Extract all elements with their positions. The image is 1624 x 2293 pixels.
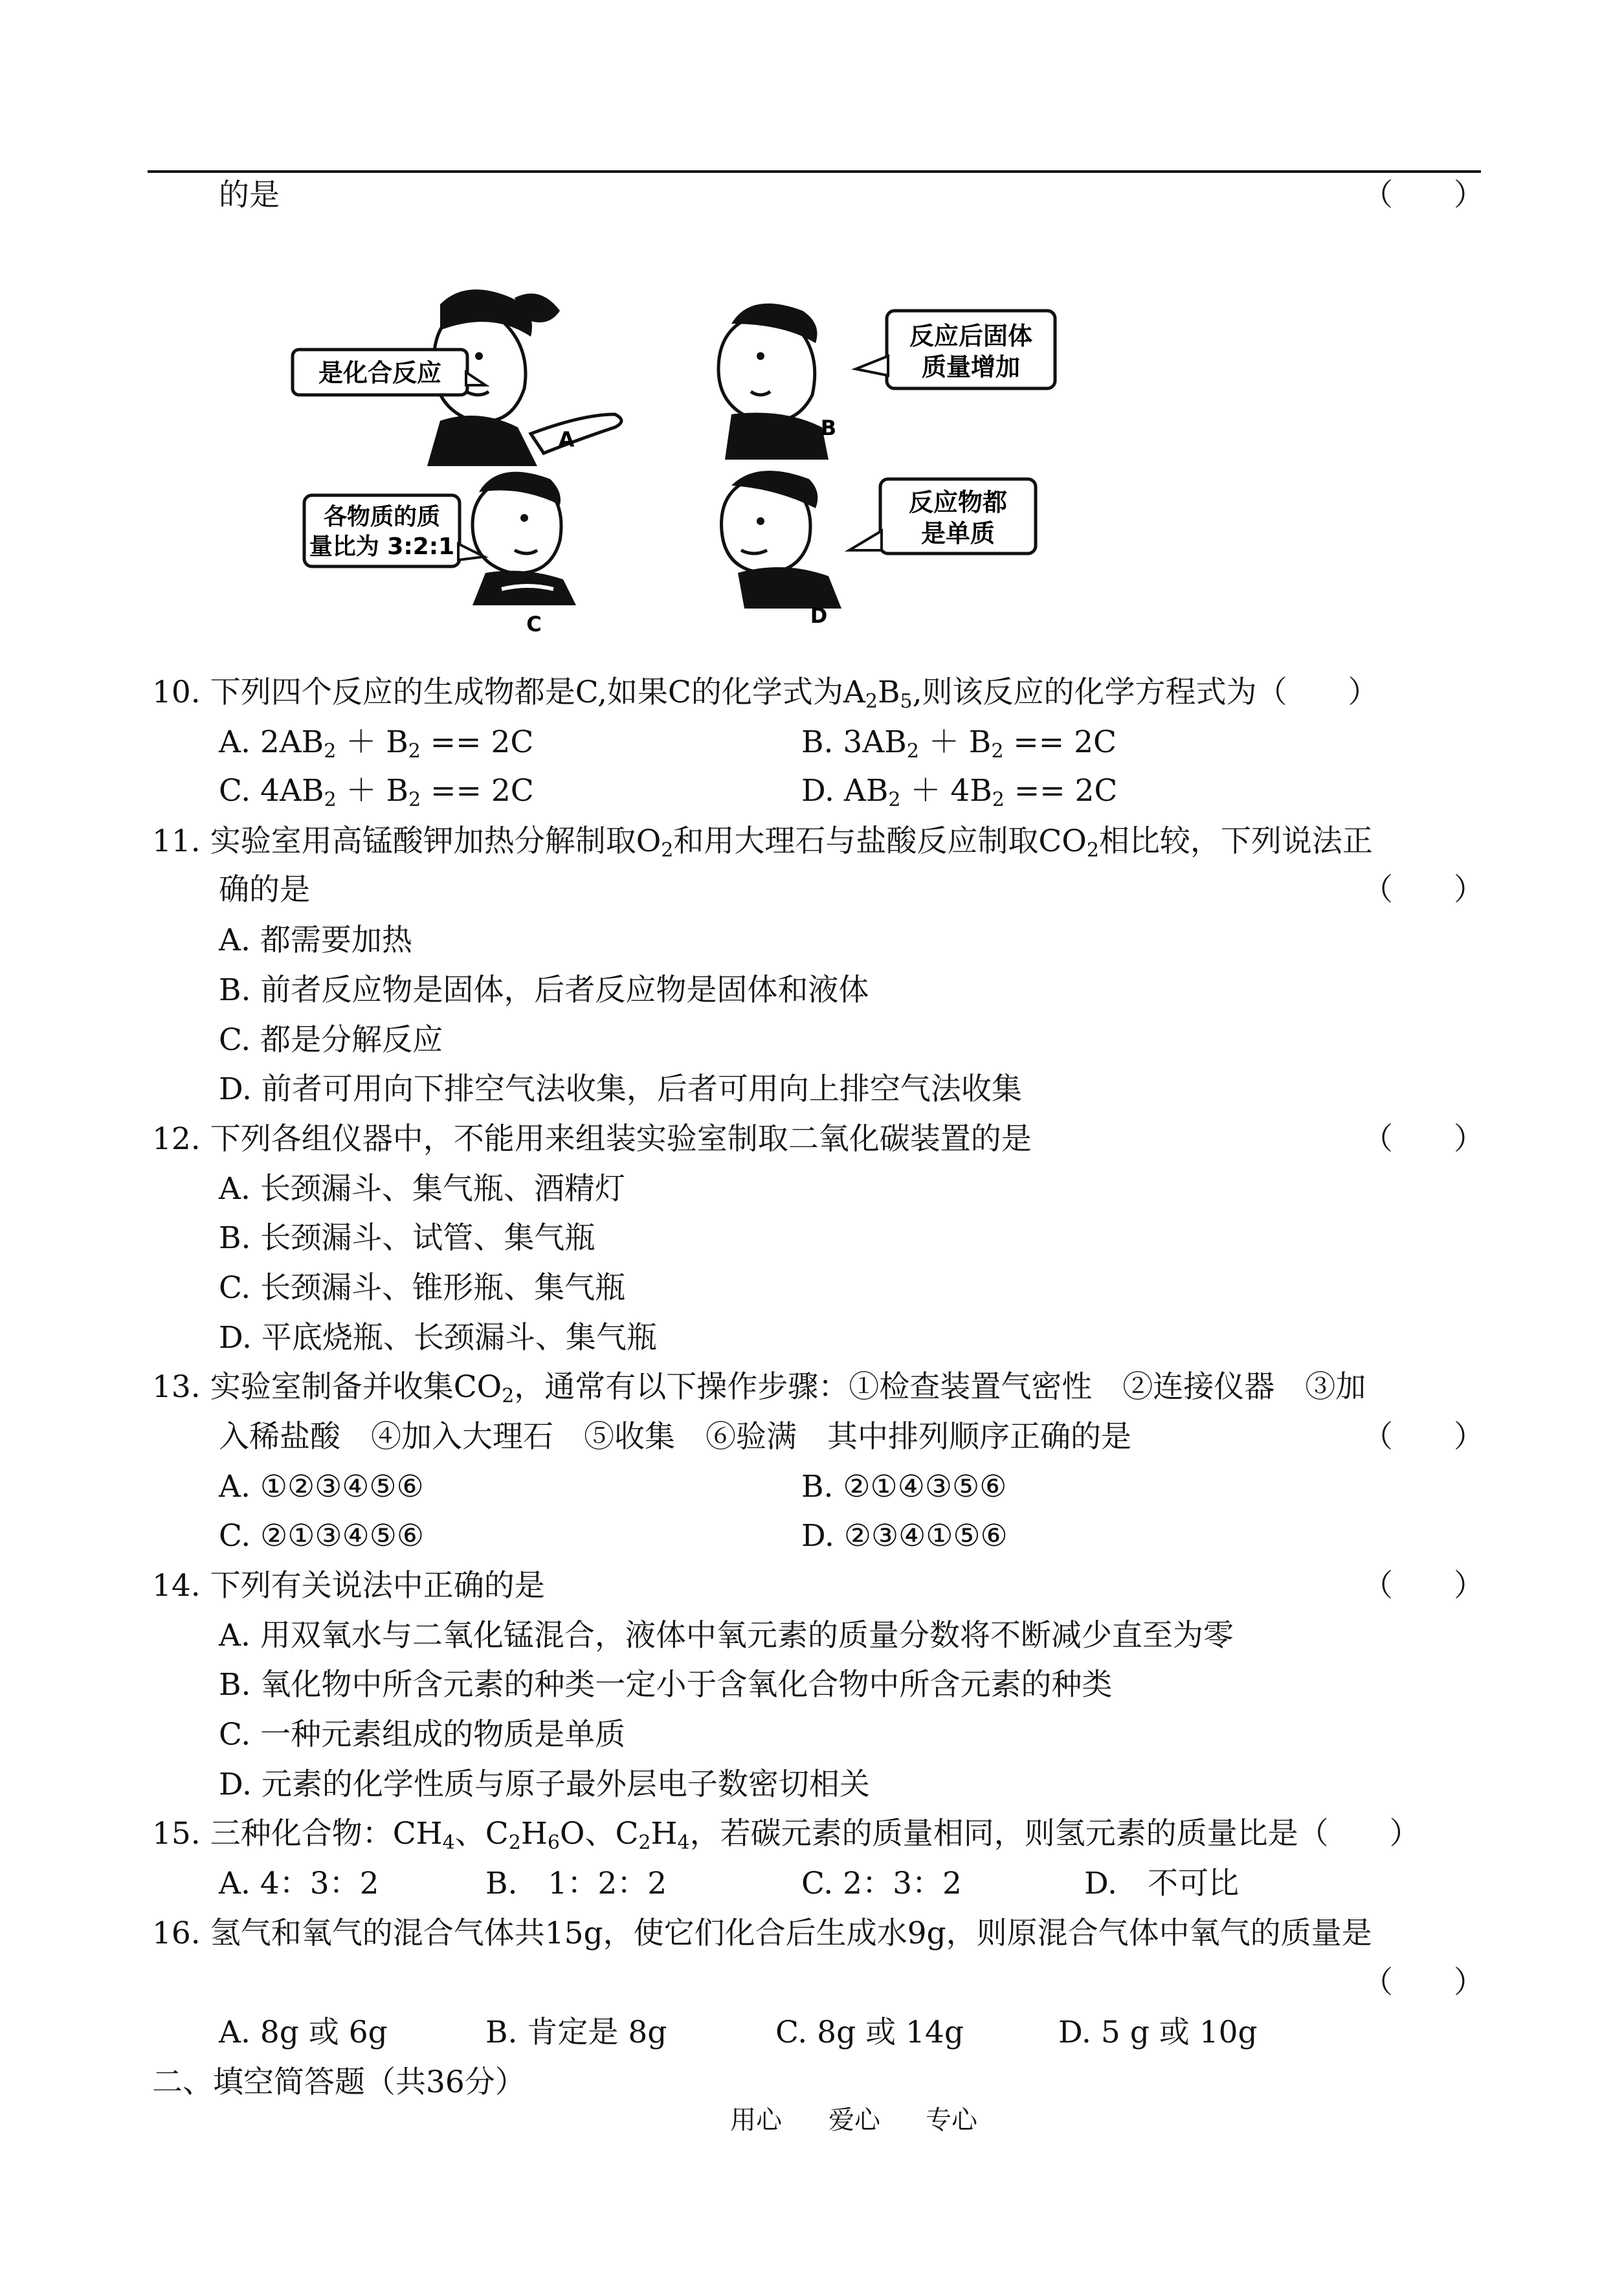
bubble-b-line1: 反应后固体 xyxy=(909,322,1033,350)
question-number: 14. xyxy=(152,1568,201,1604)
q12-option-d: D. 平底烧瓶、长颈漏斗、集气瓶 xyxy=(219,1320,657,1356)
intro-text: 的是 xyxy=(219,177,280,213)
q13-option-a: A. ①②③④⑤⑥ xyxy=(219,1469,424,1504)
q10-stem xyxy=(152,673,1379,712)
q12-stem: 12. 下列各组仪器中，不能用来组装实验室制取二氧化碳装置的是 xyxy=(152,1121,1032,1157)
bubble-c-line1: 各物质的质 xyxy=(323,504,441,530)
subscript: 2 xyxy=(865,690,878,713)
q14-option-c: C. 一种元素组成的物质是单质 xyxy=(219,1717,626,1752)
footer-text-2: 爱心 xyxy=(829,2105,880,2135)
question-number: 16. xyxy=(152,1916,201,1951)
bubble-d-line1: 反应物都 xyxy=(908,488,1008,517)
q14-option-a: A. 用双氧水与二氧化锰混合，液体中氧元素的质量分数将不断减少直至为零 xyxy=(219,1618,1234,1653)
q15-option-a: A. 4：3：2 xyxy=(219,1866,379,1901)
figure-label-c: C xyxy=(526,612,542,636)
q11-option-c: C. 都是分解反应 xyxy=(219,1022,443,1058)
bubble-c-line2: 量比为 3:2:1 xyxy=(309,533,455,560)
answer-bracket: （ ） xyxy=(1363,1121,1484,1157)
bubble-b-line2: 质量增加 xyxy=(921,353,1021,381)
section-heading: 二、填空简答题（共36分） xyxy=(152,2064,526,2100)
figure-label-b: B xyxy=(820,416,837,440)
q14-option-b: B. 氧化物中所含元素的种类一定小于含氧化合物中所含元素的种类 xyxy=(219,1667,1113,1703)
q16-option-c: C. 8g 或 14g xyxy=(775,2015,964,2050)
q13-option-c: C. ②①③④⑤⑥ xyxy=(219,1518,424,1554)
q10-stem-b: B xyxy=(877,675,900,710)
figure-label-a: A xyxy=(558,427,575,452)
bubble-d-line2: 是单质 xyxy=(920,519,996,548)
q16-stem: 16. 氢气和氧气的混合气体共15g，使它们化合后生成水9g，则原混合气体中氧气的质量是 xyxy=(152,1916,1372,1951)
q16-option-a: A. 8g 或 6g xyxy=(219,2015,388,2050)
cartoon-figure xyxy=(285,285,1146,647)
figure-label-d: D xyxy=(810,603,828,628)
figure-person-b xyxy=(718,304,829,460)
q12-option-c: C. 长颈漏斗、锥形瓶、集气瓶 xyxy=(219,1270,626,1306)
q15-stem: 15. 三种化合物：$CH_4$、$C_2H_6O$、$C_2H_4$，若碳元素的质量相同，则氢元素的质量比是（ ） xyxy=(152,1816,1420,1854)
q11-option-a: A. 都需要加热 xyxy=(219,923,412,958)
q13-option-d: D. ②③④①⑤⑥ xyxy=(801,1518,1008,1554)
q16-option-b: B. 肯定是 8g xyxy=(485,2015,667,2050)
q14-stem: 14. 下列有关说法中正确的是 xyxy=(152,1568,545,1604)
speech-bubble-c xyxy=(304,495,484,566)
question-number: 15. xyxy=(152,1816,201,1851)
q10-stem-c: ,则该反应的化学方程式为（ ） xyxy=(912,675,1379,710)
q11-stem-line2: 确的是 xyxy=(219,872,310,908)
speech-bubble-a xyxy=(293,350,485,395)
answer-bracket: （ ） xyxy=(1363,177,1484,213)
q10-option-c: C. $4AB_2 + B_2 == 2C$ xyxy=(219,773,534,811)
question-number: 10. xyxy=(152,675,201,710)
q12-option-a: A. 长颈漏斗、集气瓶、酒精灯 xyxy=(219,1171,625,1207)
q10-stem-a: 下列四个反应的生成物都是C,如果C的化学式为A xyxy=(210,675,865,710)
q13-option-b: B. ②①④③⑤⑥ xyxy=(801,1469,1007,1504)
q10-option-d: D. $AB_2 + 4B_2 == 2C$ xyxy=(801,773,1118,811)
q11-option-b: B. 前者反应物是固体，后者反应物是固体和液体 xyxy=(219,972,869,1008)
q15-option-c: C. 2：3：2 xyxy=(801,1866,962,1901)
figure-person-c xyxy=(473,472,576,605)
footer-text-1: 用心 xyxy=(730,2105,782,2135)
subscript: 5 xyxy=(900,690,913,713)
bubble-a-text: 是化合反应 xyxy=(318,359,442,387)
answer-bracket: （ ） xyxy=(1363,1965,1484,2000)
question-number: 11. xyxy=(152,823,201,859)
q13-stem: 13. 实验室制备并收集$CO_2$，通常有以下操作步骤：①检查装置气密性 ②连接仪器 ③加 xyxy=(152,1369,1366,1407)
answer-bracket: （ ） xyxy=(1363,872,1484,908)
q14-option-d: D. 元素的化学性质与原子最外层电子数密切相关 xyxy=(219,1767,870,1802)
answer-bracket: （ ） xyxy=(1363,1568,1484,1604)
q15-option-d: D. 不可比 xyxy=(1084,1866,1239,1901)
q15-option-b: B. 1：2：2 xyxy=(485,1866,667,1901)
q16-option-d: D. 5 g 或 10g xyxy=(1058,2015,1258,2050)
answer-bracket: （ ） xyxy=(1363,1419,1484,1455)
q10-option-b: B. $3AB_2 + B_2 == 2C$ xyxy=(801,724,1117,763)
figure-person-d xyxy=(722,471,841,609)
q13-stem-line2: 入稀盐酸 ④加入大理石 ⑤收集 ⑥验满 其中排列顺序正确的是 xyxy=(219,1419,1131,1455)
footer-text-3: 专心 xyxy=(926,2105,977,2135)
q10-option-a: A. $2AB_2 + B_2 == 2C$ xyxy=(219,724,534,763)
speech-bubble-b xyxy=(856,311,1055,388)
q11-option-d: D. 前者可用向下排空气法收集，后者可用向上排空气法收集 xyxy=(219,1071,1022,1107)
question-number: 12. xyxy=(152,1121,201,1157)
question-number: 13. xyxy=(152,1369,201,1405)
header-rule xyxy=(148,170,1481,173)
speech-bubble-d xyxy=(849,479,1036,554)
q11-stem: 11. 实验室用高锰酸钾加热分解制取$O_2$和用大理石与盐酸反应制取$CO_2$相比较，下列说法正 xyxy=(152,823,1373,862)
q12-option-b: B. 长颈漏斗、试管、集气瓶 xyxy=(219,1220,595,1256)
